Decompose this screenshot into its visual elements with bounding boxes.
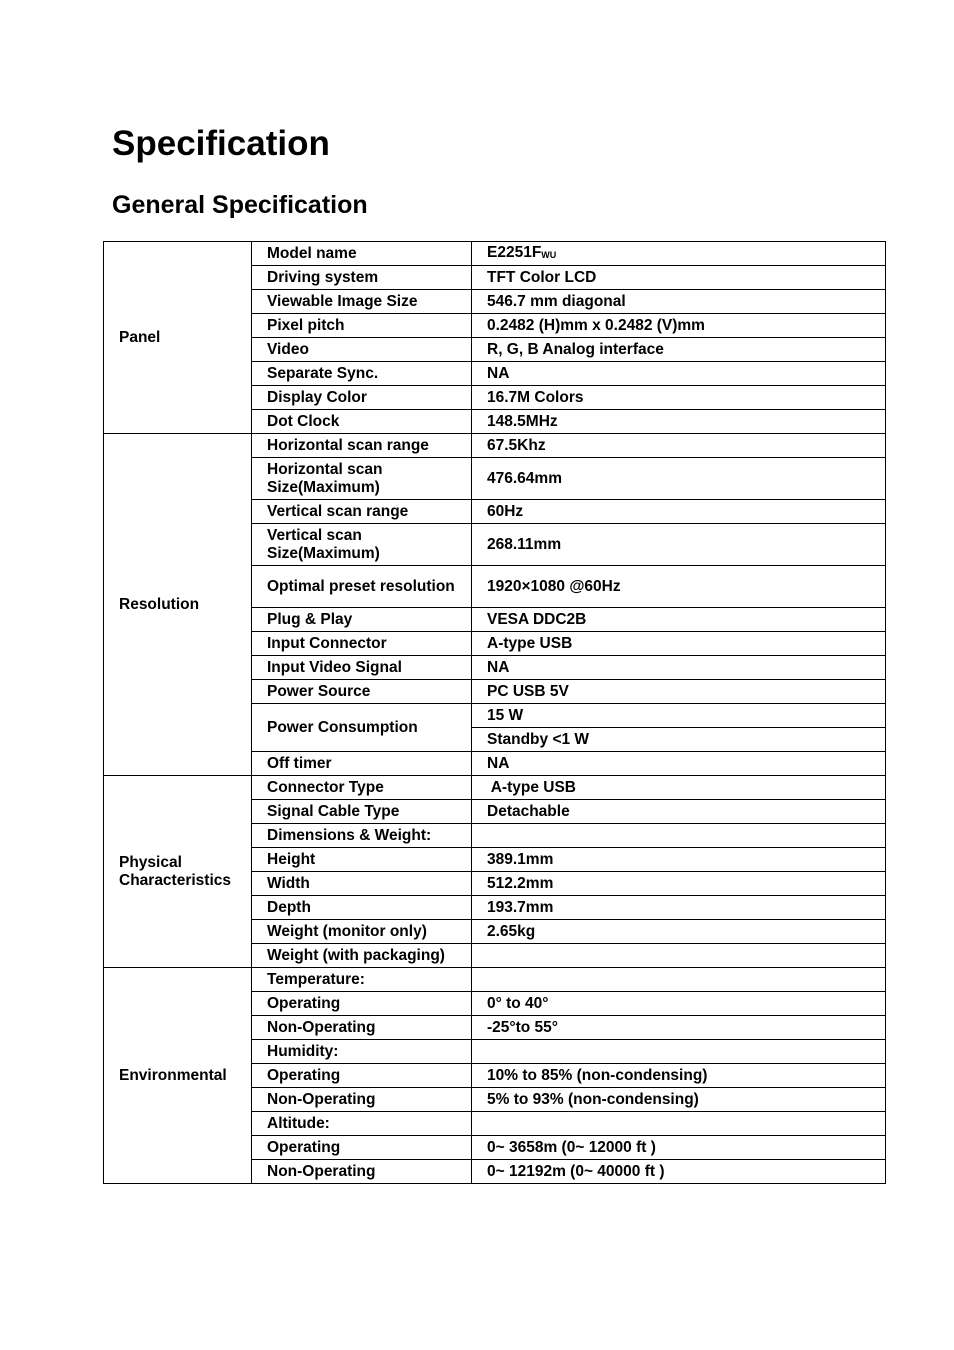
spec-label: Dot Clock [252, 410, 472, 434]
spec-label: Operating [252, 1064, 472, 1088]
spec-value: A-type USB [472, 776, 886, 800]
spec-label: Depth [252, 896, 472, 920]
spec-value: 148.5MHz [472, 410, 886, 434]
spec-table [103, 241, 886, 1184]
spec-table-body [104, 242, 886, 1184]
spec-value: 389.1mm [472, 848, 886, 872]
spec-value: A-type USB [472, 632, 886, 656]
spec-value: 268.11mm [472, 524, 886, 566]
spec-label: Driving system [252, 266, 472, 290]
table-row [104, 434, 886, 458]
spec-label: Width [252, 872, 472, 896]
spec-value: 60Hz [472, 500, 886, 524]
spec-label: Power Source [252, 680, 472, 704]
spec-value: Detachable [472, 800, 886, 824]
spec-value: PC USB 5V [472, 680, 886, 704]
spec-value: 512.2mm [472, 872, 886, 896]
spec-label: Non-Operating [252, 1088, 472, 1112]
spec-label: Vertical scan range [252, 500, 472, 524]
spec-value: 15 W [472, 704, 886, 728]
table-row [104, 968, 886, 992]
spec-value: 1920×1080 @60Hz [472, 566, 886, 608]
spec-label: Operating [252, 1136, 472, 1160]
spec-value: TFT Color LCD [472, 266, 886, 290]
spec-value: 5% to 93% (non-condensing) [472, 1088, 886, 1112]
spec-value: 67.5Khz [472, 434, 886, 458]
spec-value: 476.64mm [472, 458, 886, 500]
spec-value: -25°to 55° [472, 1016, 886, 1040]
spec-value: 16.7M Colors [472, 386, 886, 410]
spec-value [472, 1040, 886, 1064]
spec-value: VESA DDC2B [472, 608, 886, 632]
spec-value: NA [472, 656, 886, 680]
spec-label: Video [252, 338, 472, 362]
spec-label: Input Video Signal [252, 656, 472, 680]
spec-label: Separate Sync. [252, 362, 472, 386]
spec-value: 0° to 40° [472, 992, 886, 1016]
spec-label: Horizontal scan range [252, 434, 472, 458]
group-label-physical: Physical Characteristics [104, 776, 252, 968]
spec-label: Temperature: [252, 968, 472, 992]
spec-label: Non-Operating [252, 1016, 472, 1040]
spec-label: Display Color [252, 386, 472, 410]
spec-value [472, 944, 886, 968]
spec-label: Vertical scan Size(Maximum) [252, 524, 472, 566]
spec-value: 193.7mm [472, 896, 886, 920]
spec-value: Standby <1 W [472, 728, 886, 752]
spec-label: Dimensions & Weight: [252, 824, 472, 848]
section-title: General Specification [112, 191, 368, 219]
spec-label: Horizontal scan Size(Maximum) [252, 458, 472, 500]
table-row [104, 242, 886, 266]
spec-label: Humidity: [252, 1040, 472, 1064]
spec-label: Input Connector [252, 632, 472, 656]
spec-label: Off timer [252, 752, 472, 776]
spec-label: Connector Type [252, 776, 472, 800]
group-label-environmental: Environmental [104, 968, 252, 1184]
spec-label: Height [252, 848, 472, 872]
group-label-panel: Panel [104, 242, 252, 434]
spec-label: Model name [252, 242, 472, 266]
spec-label: Weight (with packaging) [252, 944, 472, 968]
spec-value [472, 824, 886, 848]
spec-label: Operating [252, 992, 472, 1016]
spec-label: Altitude: [252, 1112, 472, 1136]
spec-value [472, 1112, 886, 1136]
spec-value: 0~ 3658m (0~ 12000 ft ) [472, 1136, 886, 1160]
spec-label: Optimal preset resolution [252, 566, 472, 608]
table-row [104, 776, 886, 800]
spec-value: 0.2482 (H)mm x 0.2482 (V)mm [472, 314, 886, 338]
spec-label: Plug & Play [252, 608, 472, 632]
spec-value: NA [472, 362, 886, 386]
group-label-resolution: Resolution [104, 434, 252, 776]
spec-value: 2.65kg [472, 920, 886, 944]
model-name-suffix: WU [541, 250, 557, 260]
spec-value [472, 968, 886, 992]
spec-label: Signal Cable Type [252, 800, 472, 824]
spec-value [472, 242, 886, 266]
spec-label: Power Consumption [252, 704, 472, 752]
spec-value: 546.7 mm diagonal [472, 290, 886, 314]
spec-value: 10% to 85% (non-condensing) [472, 1064, 886, 1088]
spec-value: 0~ 12192m (0~ 40000 ft ) [472, 1160, 886, 1184]
spec-value: NA [472, 752, 886, 776]
spec-label: Viewable Image Size [252, 290, 472, 314]
spec-label: Non-Operating [252, 1160, 472, 1184]
spec-label: Weight (monitor only) [252, 920, 472, 944]
spec-value: R, G, B Analog interface [472, 338, 886, 362]
page-title: Specification [112, 124, 330, 163]
model-name-value: E2251F [487, 244, 542, 261]
spec-label: Pixel pitch [252, 314, 472, 338]
